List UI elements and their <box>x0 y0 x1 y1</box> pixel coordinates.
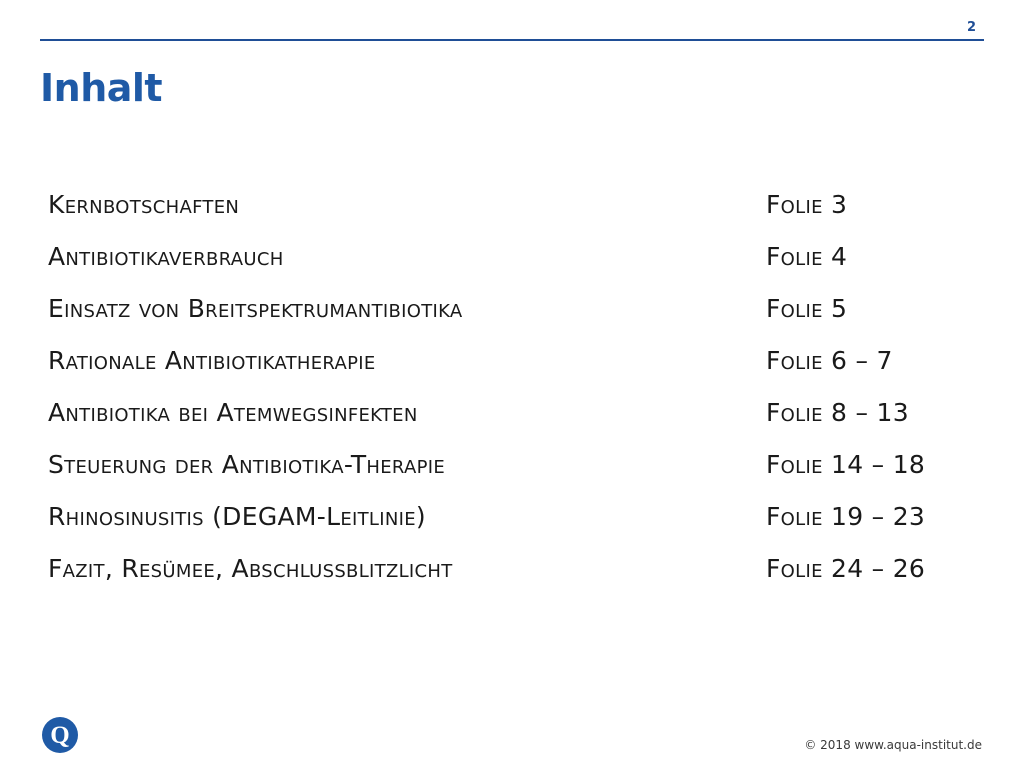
toc-row <box>48 190 968 242</box>
toc-topic: Kernbotschaften <box>48 190 240 219</box>
toc-row <box>48 554 968 606</box>
toc-row <box>48 346 968 398</box>
slide-title: Inhalt <box>40 66 163 110</box>
toc-slide-reference: Folie 19 – 23 <box>766 502 926 531</box>
copyright-notice: © 2018 www.aqua-institut.de <box>804 738 982 752</box>
toc-slide-reference: Folie 8 – 13 <box>766 398 909 427</box>
toc-topic: Fazit, Resümee, Abschlussblitzlicht <box>48 554 453 583</box>
table-of-contents <box>48 190 968 606</box>
toc-row <box>48 242 968 294</box>
header-divider <box>40 39 984 41</box>
toc-row <box>48 450 968 502</box>
logo-letter: Q <box>50 722 70 749</box>
toc-slide-reference: Folie 4 <box>766 242 848 271</box>
toc-slide-reference: Folie 14 – 18 <box>766 450 926 479</box>
toc-slide-reference: Folie 24 – 26 <box>766 554 926 583</box>
aqua-logo-icon <box>40 716 80 756</box>
toc-topic: Rationale Antibiotikatherapie <box>48 346 376 375</box>
toc-row <box>48 502 968 554</box>
toc-topic: Antibiotikaverbrauch <box>48 242 284 271</box>
toc-slide-reference: Folie 5 <box>766 294 848 323</box>
toc-slide-reference: Folie 6 – 7 <box>766 346 893 375</box>
toc-topic: Rhinosinusitis (DEGAM-Leitlinie) <box>48 502 426 531</box>
toc-slide-reference: Folie 3 <box>766 190 848 219</box>
toc-topic: Antibiotika bei Atemwegsinfekten <box>48 398 418 427</box>
page-number: 2 <box>966 20 976 35</box>
toc-topic: Steuerung der Antibiotika-Therapie <box>48 450 446 479</box>
toc-row <box>48 294 968 346</box>
toc-row <box>48 398 968 450</box>
toc-topic: Einsatz von Breitspektrumantibiotika <box>48 294 463 323</box>
